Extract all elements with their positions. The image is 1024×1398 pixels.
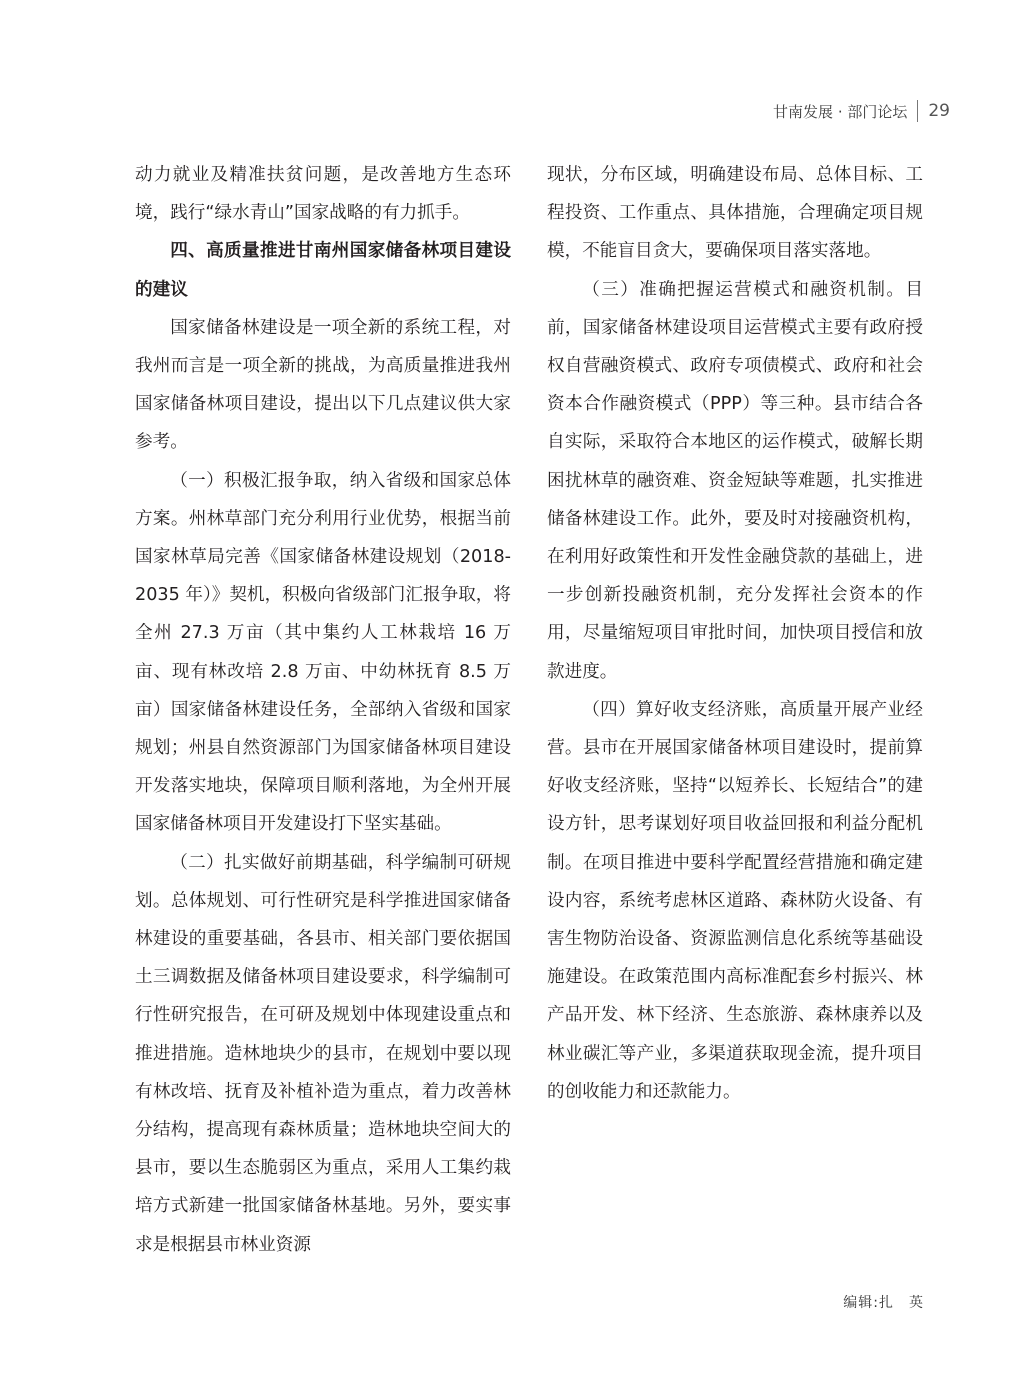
header-divider bbox=[917, 100, 918, 122]
section-heading: 四、高质量推进甘南州国家储备林项目建设的建议 bbox=[135, 241, 511, 300]
paragraph: （二）扎实做好前期基础，科学编制可研规划。总体规划、可行性研究是科学推进国家储备林建设的重要基础，各县市、相关部门要依据国土三调数据及储备林项目建设要求，科学编制可行性研究报告，在可研及规划中体现建设重点和推进措施。造林地块少的县市，在规划中要以现有林改培、抚育及补植补造为重点，着力改善林分结构，提高现有森林质量；造林地块空间大的县市，要以生态脆弱区为重点，采用人工集约栽培方式新建一批国家储备林基地。另外，要实事求是根据县市林业资源 bbox=[135, 852, 511, 1255]
left-column bbox=[135, 156, 511, 1264]
paragraph-continued: 动力就业及精准扶贫问题，是改善地方生态环境，践行“绿水青山”国家战略的有力抓手。 bbox=[135, 165, 511, 224]
right-column bbox=[547, 156, 923, 1111]
paragraph: （三）准确把握运营模式和融资机制。目前，国家储备林建设项目运营模式主要有政府授权自营融资模式、政府专项债模式、政府和社会资本合作融资模式（PPP）等三种。县市结合各自实际，采取符合本地区的运作模式，破解长期困扰林草的融资难、资金短缺等难题，扎实推进储备林建设工作。此外，要及时对接融资机构，在利用好政策性和开发性金融贷款的基础上，进一步创新投融资机制，充分发挥社会资本的作用，尽量缩短项目审批时间，加快项目授信和放款进度。 bbox=[547, 279, 923, 682]
running-header bbox=[773, 100, 950, 122]
paragraph: （一）积极汇报争取，纳入省级和国家总体方案。州林草部门充分利用行业优势，根据当前国家林草局完善《国家储备林建设规划（2018-2035 年）》契机，积极向省级部门汇报争取，将全州 27.3 万亩（其中集约人工林栽培 16 万亩、现有林改培 2.8 万亩、中幼林抚育 8.5 万亩）国家储备林建设任务，全部纳入省级和国家规划；州县自然资源部门为国家储备林项目建设开发落实地块，保障项目顺利落地，为全州开展国家储备林项目开发建设打下坚实基础。 bbox=[135, 470, 511, 835]
editor-credit: 编辑:扎 英 bbox=[843, 1295, 924, 1311]
page-number: 29 bbox=[928, 101, 950, 121]
section-title: 甘南发展 · 部门论坛 bbox=[773, 102, 908, 121]
paragraph: （四）算好收支经济账，高质量开展产业经营。县市在开展国家储备林项目建设时，提前算好收支经济账，坚持“以短养长、长短结合”的建设方针，思考谋划好项目收益回报和利益分配机制。在项目推进中要科学配置经营措施和确定建设内容，系统考虑林区道路、森林防火设备、有害生物防治设备、资源监测信息化系统等基础设施建设。在政策范围内高标准配套乡村振兴、林产品开发、林下经济、生态旅游、森林康养以及林业碳汇等产业，多渠道获取现金流，提升项目的创收能力和还款能力。 bbox=[547, 699, 923, 1102]
paragraph-continued: 现状，分布区域，明确建设布局、总体目标、工程投资、工作重点、具体措施，合理确定项目规模，不能盲目贪大，要确保项目落实落地。 bbox=[547, 165, 923, 262]
paragraph: 国家储备林建设是一项全新的系统工程，对我州而言是一项全新的挑战，为高质量推进我州国家储备林项目建设，提出以下几点建议供大家参考。 bbox=[135, 317, 511, 453]
